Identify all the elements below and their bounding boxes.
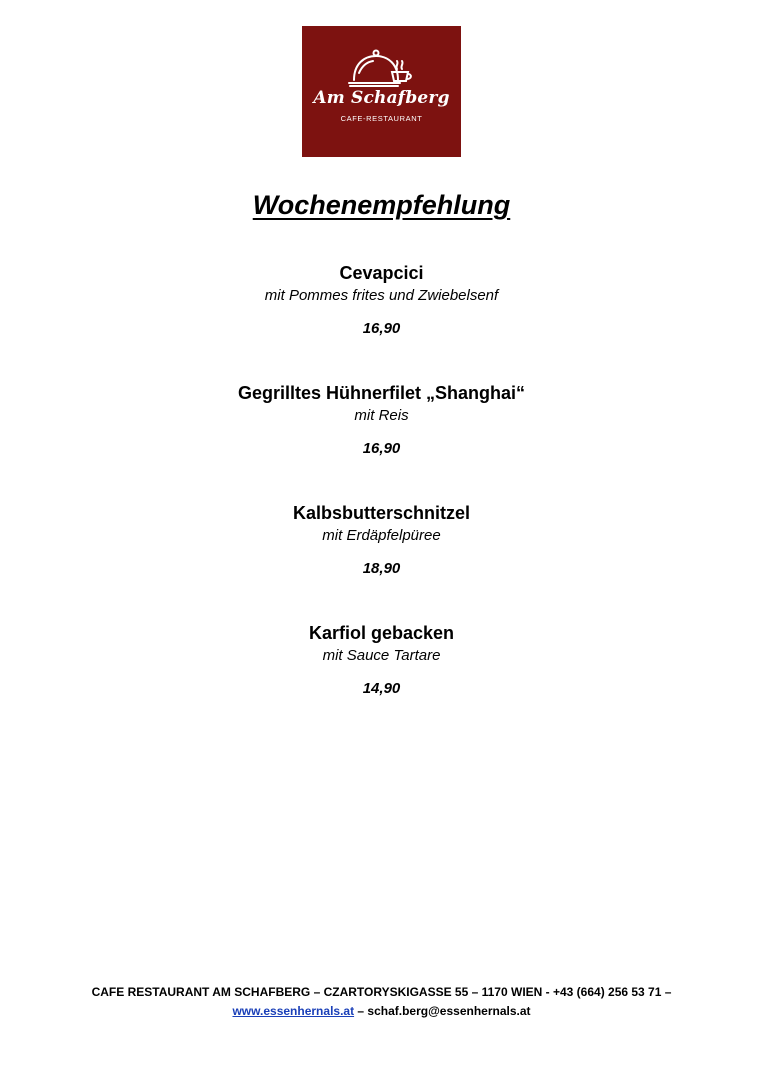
- footer: [0, 983, 763, 1021]
- logo-brand-name: Am Schafberg: [313, 88, 450, 108]
- page-title: Wochenempfehlung: [252, 190, 511, 220]
- dish-description: mit Reis: [354, 407, 409, 424]
- dish-item: [0, 382, 763, 459]
- dish-item: [0, 622, 763, 699]
- footer-separator: –: [354, 1004, 368, 1018]
- dish-price: 18,90: [362, 560, 401, 577]
- dish-name: Karfiol gebacken: [308, 623, 455, 643]
- dish-name: Kalbsbutterschnitzel: [292, 503, 471, 523]
- dish-item: [0, 262, 763, 339]
- logo-subtitle: CAFE-RESTAURANT: [340, 114, 423, 123]
- dish-name: Cevapcici: [339, 263, 424, 283]
- dish-name: Gegrilltes Hühnerfilet „Shanghai“: [237, 383, 526, 403]
- restaurant-logo: [302, 26, 461, 157]
- dish-item: [0, 502, 763, 579]
- footer-email: schaf.berg@essenhernals.at: [367, 1004, 531, 1018]
- footer-address: CAFE RESTAURANT AM SCHAFBERG – CZARTORYSKIGASSE 55 – 1170 WIEN - +43 (664) 256 53 71 –: [91, 985, 672, 999]
- footer-contact: [0, 1002, 763, 1021]
- cloche-and-cup-icon: [348, 46, 414, 88]
- dish-price: 16,90: [362, 320, 401, 337]
- dish-price: 16,90: [362, 440, 401, 457]
- website-link[interactable]: www.essenhernals.at: [232, 1004, 355, 1018]
- dish-description: mit Pommes frites und Zwiebelsenf: [264, 287, 499, 304]
- dish-description: mit Erdäpfelpüree: [322, 527, 441, 544]
- dish-price: 14,90: [362, 680, 401, 697]
- dish-description: mit Sauce Tartare: [322, 647, 441, 664]
